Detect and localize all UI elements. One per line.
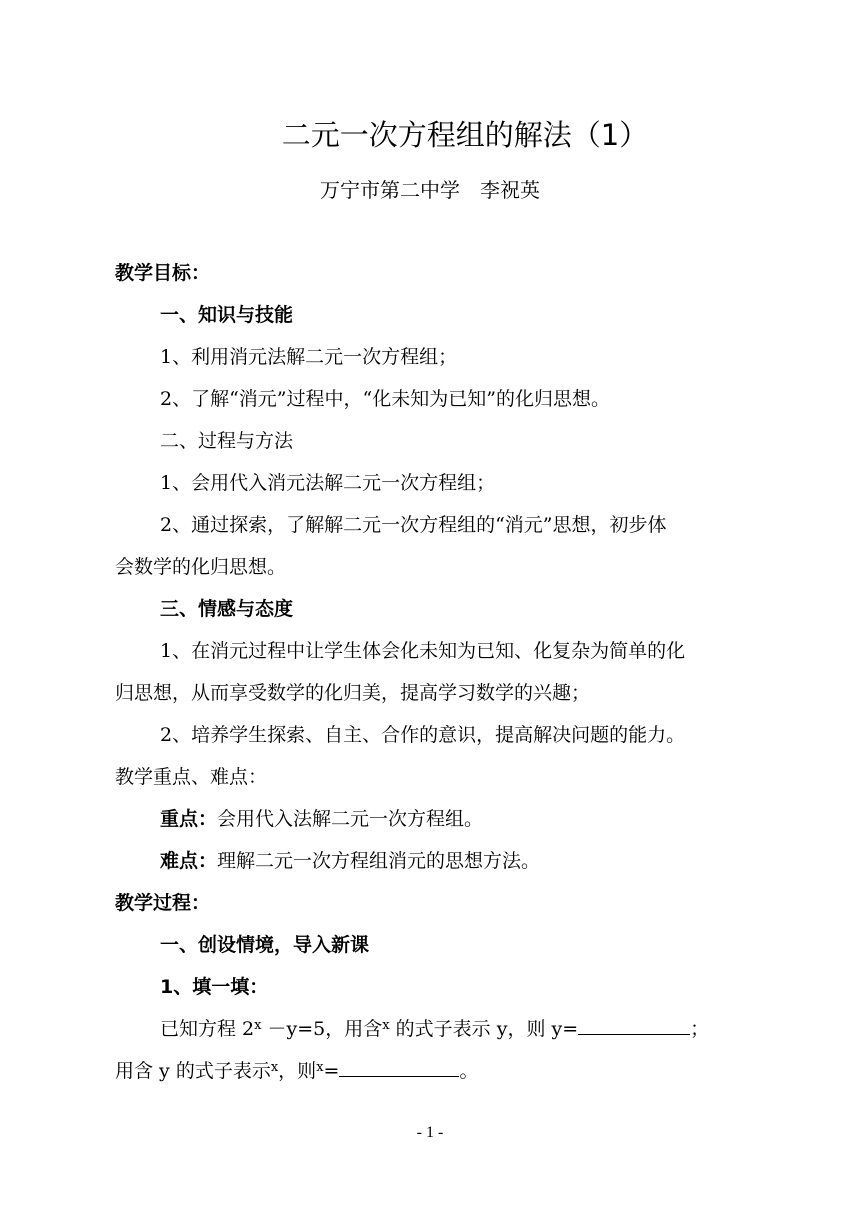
exercise-2-text-b: ，则 [278, 1060, 317, 1082]
exercise-2-end: 。 [459, 1060, 479, 1082]
knowledge-item-1: 1、利用消元法解二元一次方程组； [160, 346, 458, 368]
answer-blank-x[interactable] [339, 1058, 459, 1077]
author-line: 万宁市第二中学 李祝英 [320, 178, 540, 202]
page-number: - 1 - [416, 1124, 444, 1141]
emotion-item-1-line-2: 归思想，从而享受数学的化归美，提高学习数学的兴趣； [115, 682, 591, 704]
difficulty-text: 理解二元一次方程组消元的思想方法。 [217, 850, 541, 872]
part-1-heading: 一、创设情境，导入新课 [160, 934, 370, 956]
emotion-item-2: 2、培养学生探索、自主、合作的意识，提高解决问题的能力。 [160, 724, 686, 746]
exercise-1-text-b: －y=5，用含 [261, 1018, 383, 1040]
document-title: 二元一次方程组的解法（1） [281, 118, 649, 152]
process-item-2-line-2: 会数学的化归思想。 [115, 556, 287, 578]
process-item-2-line-1: 2、通过探索，了解解二元一次方程组的“消元”思想，初步体 [160, 514, 667, 536]
knowledge-heading: 一、知识与技能 [160, 304, 294, 326]
variable-x: x [382, 1018, 390, 1033]
exercise-2-text-c: = [323, 1060, 340, 1082]
difficulty-label: 难点： [160, 850, 218, 872]
exercise-2-text-a: 用含 y 的式子表示 [115, 1060, 271, 1082]
variable-x: x [316, 1060, 324, 1075]
key-points-heading: 教学重点、难点： [115, 766, 268, 788]
emotion-item-1-line-1: 1、在消元过程中让学生体会化未知为已知、化复杂为简单的化 [160, 640, 686, 662]
teaching-process-heading: 教学过程： [115, 892, 211, 914]
fill-in-heading: 1、填一填： [160, 976, 269, 998]
process-heading: 二、过程与方法 [160, 430, 294, 452]
answer-blank-y[interactable] [578, 1016, 690, 1035]
exercise-1-text-c: 的式子表示 y，则 y= [389, 1018, 579, 1040]
objectives-heading: 教学目标： [115, 262, 211, 284]
emotion-heading: 三、情感与态度 [160, 598, 294, 620]
variable-x: x [270, 1060, 279, 1075]
knowledge-item-2: 2、了解“消元”过程中，“化未知为已知”的化归思想。 [160, 388, 610, 410]
focus-text: 会用代入法解二元一次方程组。 [217, 808, 484, 830]
difficulty-line [160, 848, 540, 874]
variable-x: x [254, 1018, 262, 1033]
exercise-1-end: ； [690, 1018, 710, 1040]
focus-label: 重点： [160, 808, 218, 830]
exercise-line-2 [115, 1058, 478, 1087]
focus-line [160, 806, 483, 832]
process-item-1: 1、会用代入消元法解二元一次方程组； [160, 472, 496, 494]
exercise-1-text-a: 已知方程 2 [160, 1018, 255, 1040]
exercise-line-1 [160, 1016, 709, 1045]
